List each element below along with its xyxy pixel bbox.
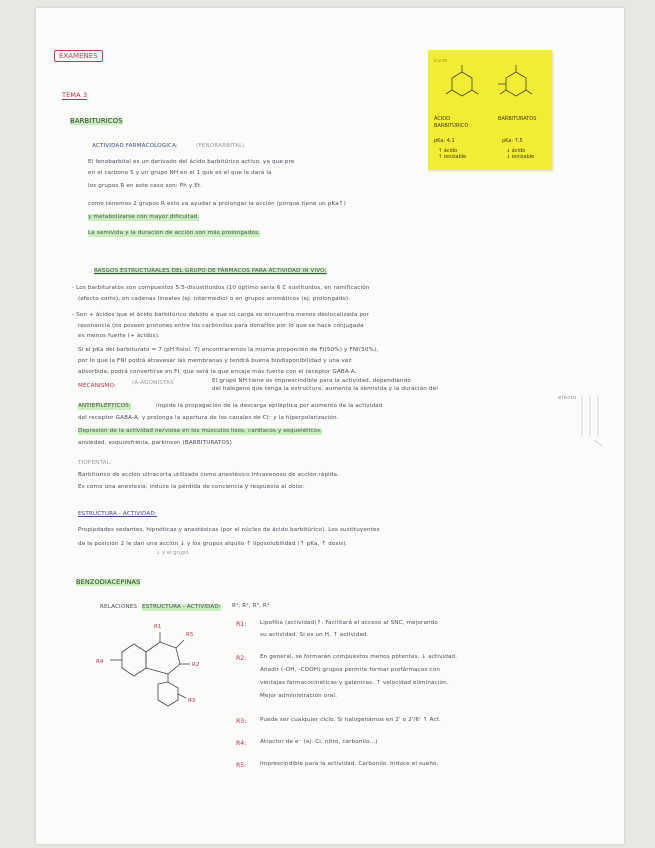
section2-line-3: - Son + ácidos que el ácido barbitúrico debido a que su carga se encuentra menos deslocalizada por: [72, 312, 370, 318]
r2-line-2: Añadir (-OH, -COOH) grupos permite formar profármacos con: [260, 667, 441, 673]
section2-line-1: - Los barbituratos son compuestos 5,5-disustituidos (10 óptimo sería 6 C sustituidos, en ramificación: [72, 285, 370, 291]
antiepilepticos-label: ANTIEPILÉPTICOS:: [78, 403, 131, 409]
r2-line-4: Mejor administración oral.: [260, 693, 337, 699]
examenes-heading: EXAMENES: [54, 50, 103, 62]
section2-line-13: Depresión de la actividad nerviosa en los músculos lisos, cardiacos y esqueléticos.: [78, 428, 323, 434]
struct-label-r3: R3: [188, 698, 196, 704]
section2-line-6: Si el pKa del barbiturato = 7 (pH fisiol. 7) encontraremos la misma proporción de FI(50%) y FNI(50%),: [78, 347, 379, 353]
r1-line-2: su actividad. Si es un H, ↑ actividad.: [260, 632, 369, 638]
estructura-line-3: ↓ y el grupo: [156, 550, 189, 556]
right-note-1: ↓ ácido: [506, 148, 526, 154]
sticky-note: [428, 50, 552, 170]
struct-label-r4: R4: [96, 659, 104, 665]
efecto-note: efecto: [558, 395, 577, 401]
r4-line: Atractor de e⁻ (ej: Cl, nitro, carbonilo...): [260, 739, 378, 745]
section2-line-10: del halógeno que tenga la estructura, aumenta la semivida y la duración del: [212, 386, 438, 392]
tiopental-title: TIOPENTAL:: [78, 460, 112, 466]
actividad-farmacologica-title: ACTIVIDAD FARMACOLOGICA:: [92, 143, 178, 149]
struct-label-r2: R2: [192, 662, 200, 668]
estructura-title: ESTRUCTURA - ACTIVIDAD:: [78, 511, 157, 517]
left-pka: pKa: 4.1: [434, 138, 455, 144]
section1-line-6: La semivida y la duración de acción son más prolongados.: [88, 230, 260, 236]
section1-line-5: y metabolizarse con mayor dificultad.: [88, 214, 200, 220]
barbiturico-label: BARBITÚRICO: [434, 123, 469, 129]
mecanismo-label: MECANISMO:: [78, 383, 116, 389]
section2-line-5: es menos fuerte (+ ácidos).: [78, 333, 160, 339]
channel-sketch: [576, 388, 612, 448]
r2-line-3: ventajas farmacocinéticas y galénicas. ↑ velocidad eliminación.: [260, 680, 449, 686]
r5-line: Imprescindible para la actividad. Carbonilo. Induce el sueño.: [260, 761, 439, 767]
benzodiacepinas-heading: BENZODIACEPINAS: [76, 578, 141, 586]
r1-line-1: Lipofília (actividad)↑. Facilitará el acceso al SNC, mejorando: [260, 620, 439, 626]
r5-label: R5:: [236, 762, 247, 769]
benzodiazepine-structure: [82, 612, 222, 732]
r3-line: Puede ser cualquier ciclo. Si halogenamos en 2' o 2'/6' ↑ Act.: [260, 717, 441, 723]
estructura-line-1: Propiedades sedantes, hipnóticas y anestésicas (por el núcleo de ácido barbitúrico). Los sustituyentes: [78, 527, 380, 533]
tiopental-line-1: Barbitúrico de acción ultracorta utilizado como anestésico intravenoso de acción rápida.: [78, 472, 340, 478]
fenobarbital-note: (FENOBARBITAL): [196, 143, 245, 149]
section2-line-14: ansiedad, esquizofrenia, parkinson (BARBITURATOS): [78, 440, 232, 446]
r2-label: R2:: [236, 655, 247, 662]
section1-line-3: los grupos R en este caso son: Ph y Et.: [88, 183, 203, 189]
section2-line-11: impide la propagación de la descarga epiléptica por aumento de la actividad: [156, 403, 383, 409]
rasgos-title: RASGOS ESTRUCTURALES DEL GRUPO DE FÁRMACOS PARA ACTIVIDAD IN VIVO:: [94, 268, 327, 274]
relaciones-groups: R¹, R², R³, R⁴: [232, 603, 270, 609]
r3-label: R3:: [236, 718, 247, 725]
left-note-2: ↑ ionizable: [438, 154, 467, 160]
struct-label-r1: R1: [154, 624, 162, 630]
tiopental-line-2: Es como una anestesia, induce la pérdida de conciencia y respuesta al dolor.: [78, 484, 305, 490]
tema-label: TEMA 3: [62, 91, 88, 99]
notebook-page: [36, 8, 624, 844]
mecanismo-note: (A-AGONISTAS: [132, 380, 174, 386]
right-note-2: ↓ ionizable: [506, 154, 535, 160]
section2-line-2: (efecto corto), en cadenas lineales (ej: intermedio) o en grupos aromáticos (ej: prolongado).: [78, 296, 351, 302]
section2-line-9: El grupo NH tiene es imprescindible para la actividad, dependiendo: [212, 378, 411, 384]
section1-line-2: en el carbono 5 y un grupo NH en el 1 que es el que le dará la: [88, 170, 272, 176]
barbituratos-label: BARBITURATOS: [498, 116, 537, 122]
section2-line-8: absorbida, podrá convertirse en FI, que será la que encaje más fuerte con el receptor GABA-A.: [78, 369, 357, 375]
struct-label-r5: R5: [186, 632, 194, 638]
section2-line-7: por lo que la FNI podrá atravesar las membranas y tendrá buena biodisponibilidad y una vez: [78, 358, 352, 364]
r4-label: R4:: [236, 740, 247, 747]
sticky-top-note: s.v.m: [434, 58, 448, 64]
section2-line-12: del receptor GABA-A, y prolonga la apertura de los canales de Cl⁻ y la hiperpolarización.: [78, 415, 339, 421]
estructura-line-2: de la posición 2 le dan una acción ↓ y los grupos alquilo ↑ liposolubilidad (↑ pKa, ↑ dosis).: [78, 541, 348, 547]
r1-label: R1:: [236, 621, 247, 628]
relaciones-label: RELACIONES: [100, 604, 138, 610]
relaciones-title: ESTRUCTURA - ACTIVIDAD:: [142, 604, 221, 610]
barbituricos-heading: BARBITURICOS: [70, 117, 123, 125]
left-note-1: ↑ ácido: [438, 148, 458, 154]
section1-line-4: como tenemos 2 grupos R esto va ayudar a prolongar la acción (porque tiene un pKa↑): [88, 201, 346, 207]
r2-line-1: En general, se formarán compuestos menos potentes. ↓ actividad.: [260, 654, 458, 660]
section1-line-1: El fenobarbital es un derivado del ácido barbitúrico activo, ya que pre: [88, 159, 295, 165]
acido-label: ÁCIDO: [434, 116, 451, 122]
section2-line-4: resonancia (no poseen protones entre los carbonilos para donarlos por lo que se hace conjugada: [78, 323, 364, 329]
right-pka: pKa: 7.5: [502, 138, 523, 144]
